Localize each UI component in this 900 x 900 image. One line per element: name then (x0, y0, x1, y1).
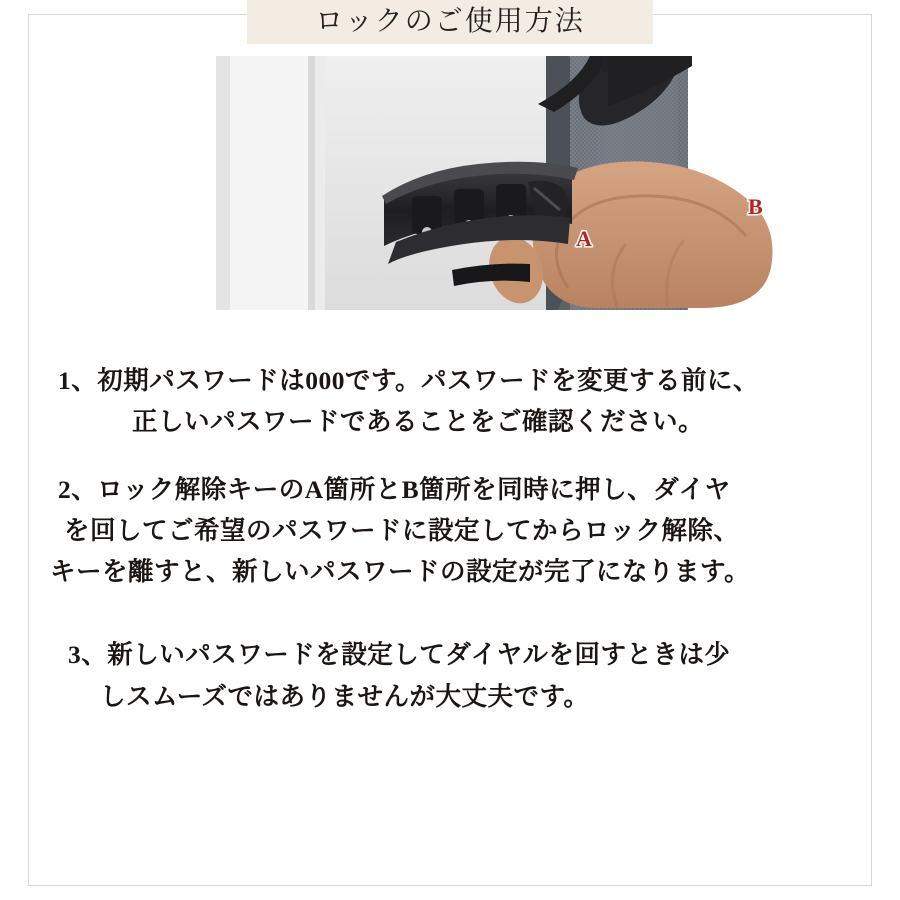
instruction-item-3-line-2: しスムーズではありませんが大丈夫です。 (100, 681, 590, 711)
instruction-item-2-line-2: を回してご希望のパスワードに設定してからロック解除、 (64, 515, 740, 545)
instruction-item-2-line-1: 2、ロック解除キーのA箇所とB箇所を同時に押し、ダイヤ (58, 474, 731, 504)
page-title: ロックのご使用方法 (315, 6, 585, 37)
instruction-item-1-line-1: 1、初期パスワードは000です。パスワードを変更する前に、 (58, 366, 759, 395)
instruction-item-1-line-2: 正しいパスワードであることをご確認ください。 (132, 407, 705, 437)
instruction-item-1 (46, 360, 858, 443)
photo-label-b: B (748, 194, 763, 219)
title-banner (247, 0, 653, 44)
instruction-item-3 (46, 634, 858, 717)
instruction-item-2 (46, 469, 858, 593)
suitcase-lock-photo (216, 56, 763, 310)
instruction-item-2-line-3: キーを離すと、新しいパスワードの設定が完了になります。 (50, 557, 750, 587)
instruction-item-3-line-1: 3、新しいパスワードを設定してダイヤルを回すときは少 (68, 640, 731, 670)
instruction-list (46, 360, 858, 717)
photo-label-a: A (576, 226, 592, 251)
